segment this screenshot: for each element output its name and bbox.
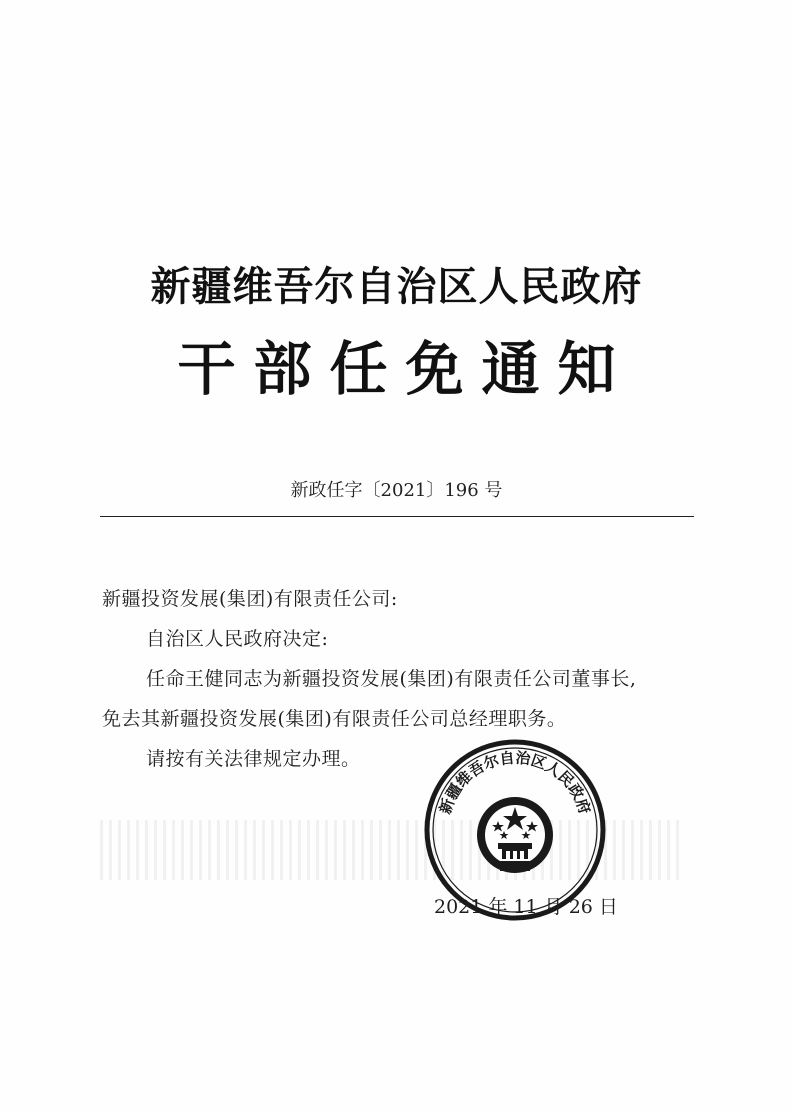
seal-text-path: 新疆维吾尔自治区人民政府 — [436, 748, 594, 817]
paragraph-appointment-line1: 任命王健同志为新疆投资发展(集团)有限责任公司董事长, — [146, 668, 637, 690]
divider-line — [100, 516, 694, 517]
document-number: 新政任字〔2021〕196 号 — [290, 480, 503, 501]
issuer-title: 新疆维吾尔自治区人民政府 — [150, 264, 643, 310]
notice-title: 干部任免通知 — [177, 335, 634, 403]
paragraph-decision: 自治区人民政府决定: — [146, 628, 329, 650]
paragraph-appointment-line2: 免去其新疆投资发展(集团)有限责任公司总经理职务。 — [102, 708, 567, 730]
paragraph-instruction: 请按有关法律规定办理。 — [146, 748, 361, 770]
national-emblem-icon — [477, 797, 553, 873]
issue-date: 2021 年 11 月 26 日 — [434, 896, 618, 918]
addressee: 新疆投资发展(集团)有限责任公司: — [102, 588, 398, 610]
